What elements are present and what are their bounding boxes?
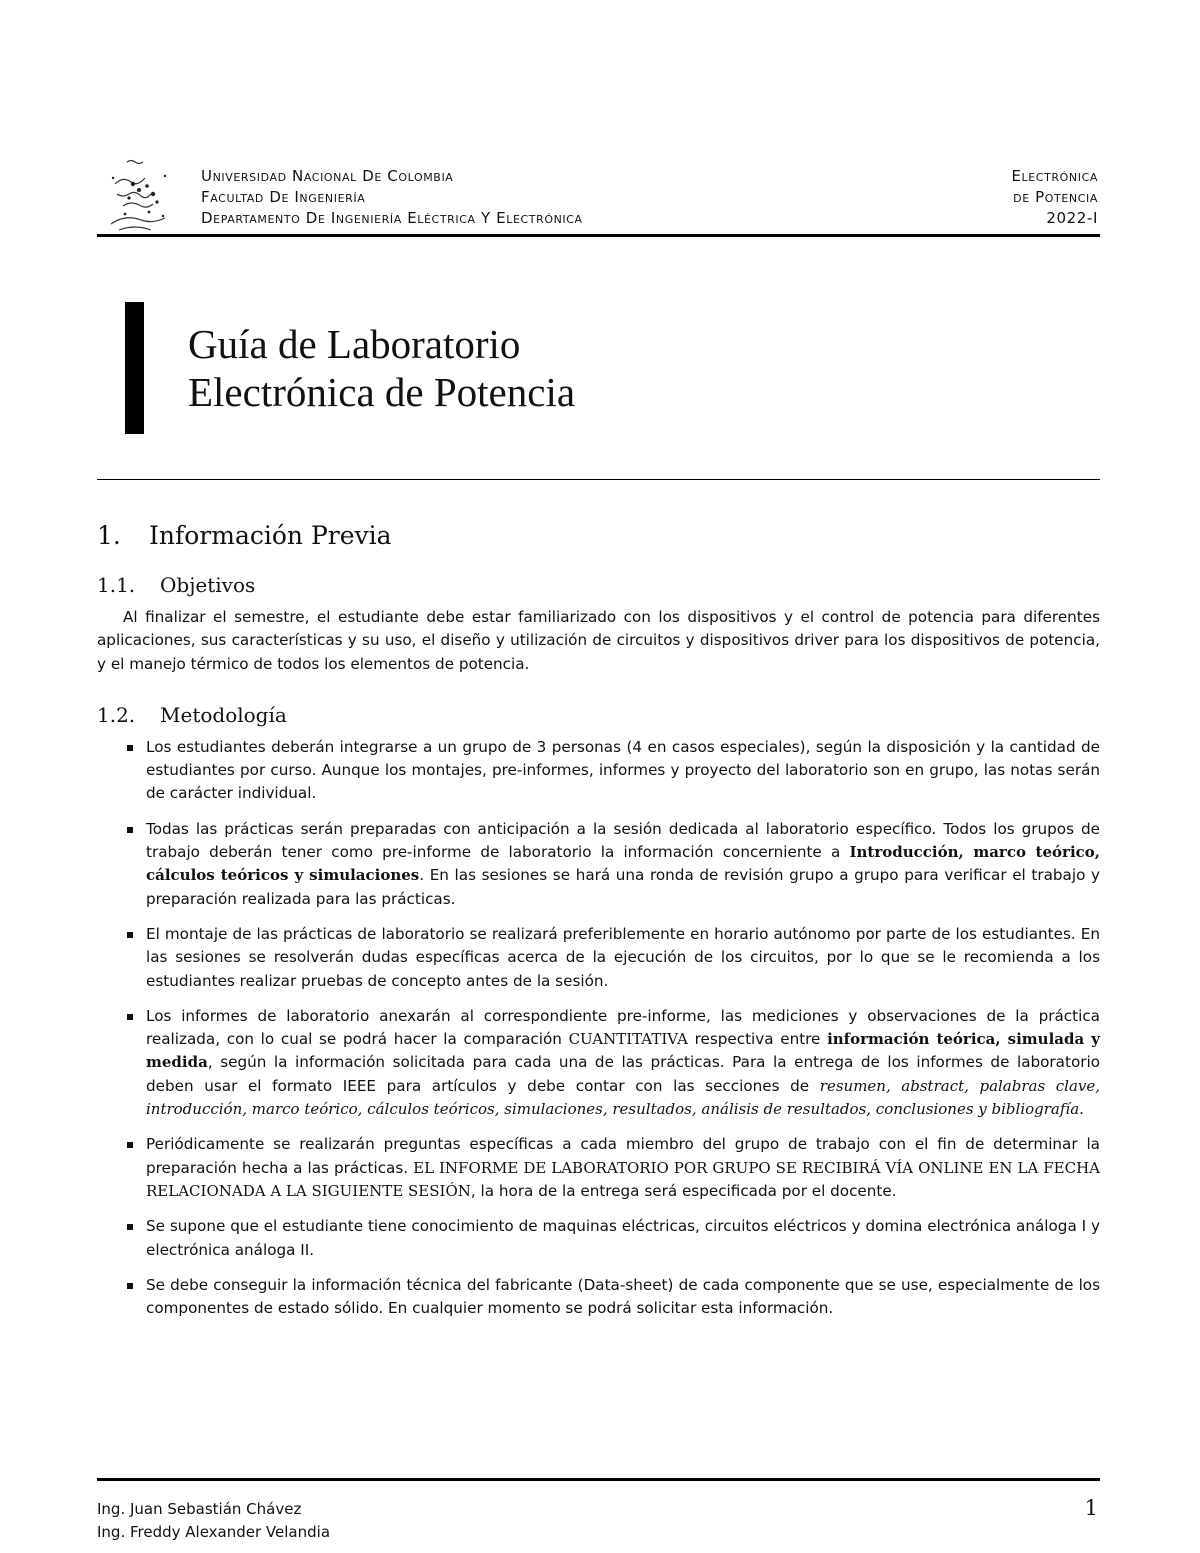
bullet-icon <box>127 1224 133 1230</box>
list-item-text: Los informes de laboratorio anexarán al correspondiente pre-informe, las mediciones y observaciones de la práctica realizada, con lo cual se podrá hacer la comparación <box>146 1006 1100 1049</box>
objectives-paragraph: Al finalizar el semestre, el estudiante debe estar familiarizado con los dispositivos y el control de potencia para diferentes aplicaciones, sus características y su uso, el diseño y utilización de circuitos y dispositivos driver para los dispositivos de potencia, y el manejo térmico de todos los elementos de potencia. <box>97 608 1100 673</box>
list-item-text: Todas las prácticas serán preparadas con anticipación a la sesión dedicada al laboratorio específico. Todos los grupos de trabajo deberán tener como pre-informe de laboratorio la información concerniente a <box>146 819 1100 862</box>
main-content <box>97 516 1100 1332</box>
title-rule <box>97 479 1100 480</box>
list-item <box>97 1274 1100 1321</box>
list-item-text: . <box>1079 1100 1084 1119</box>
title-accent-bar <box>125 302 144 434</box>
bullet-icon <box>127 745 133 751</box>
methodology-list <box>97 736 1100 1321</box>
title-line-2: Electrónica de Potencia <box>188 369 576 415</box>
list-item-text: Periódicamente se realizarán preguntas específicas a cada miembro del grupo de trabajo con el fin de determinar la preparación hecha a las prácticas. <box>146 1135 1100 1177</box>
list-item-text: Se debe conseguir la información técnica del fabricante (Data-sheet) de cada componente que se use, especialmente de los componentes de estado sólido. En cualquier momento se podrá solicitar esta información. <box>146 1275 1100 1318</box>
bullet-icon <box>127 1014 133 1020</box>
list-item <box>97 818 1100 911</box>
list-item-bold: información teórica, simulada y medida <box>146 1030 1100 1072</box>
page-number: 1 <box>1084 1496 1098 1520</box>
header-rule <box>97 234 1100 237</box>
list-item-text: Los estudiantes deberán integrarse a un grupo de 3 personas (4 en casos especiales), según la disposición y la cantidad de estudiantes por curso. Aunque los montajes, pre-informes, informes y proyecto del laboratorio son en grupo, las notas serán de carácter individual. <box>146 737 1100 803</box>
document-title <box>188 320 575 416</box>
list-item <box>97 736 1100 806</box>
list-item-text: . En las sesiones se hará una ronda de revisión grupo a grupo para verificar el trabajo y preparación realizada para las prácticas. <box>146 866 1100 908</box>
course-name-line1: Electrónica <box>1011 167 1098 185</box>
subsection-heading <box>97 700 1100 730</box>
title-line-1: Guía de Laboratorio <box>188 321 521 367</box>
list-item-caps: CUANTITATIVA <box>568 1030 688 1049</box>
institution-block <box>201 166 583 229</box>
list-item <box>97 1005 1100 1121</box>
bullet-icon <box>127 827 133 833</box>
section-title: Información Previa <box>149 521 392 550</box>
bullet-icon <box>127 932 133 938</box>
footer-authors <box>97 1498 330 1544</box>
section-heading <box>97 516 1100 556</box>
list-item-bold: Introducción, marco teórico, cálculos teóricos y simulaciones <box>146 843 1100 885</box>
page-header <box>97 152 1100 236</box>
university-name: Universidad Nacional De Colombia <box>201 167 454 185</box>
list-item-text: Se supone que el estudiante tiene conocimiento de maquinas eléctricas, circuitos eléctricos y domina electrónica análoga I y electrónica análoga II. <box>146 1217 1100 1259</box>
list-item-italic: resumen, abstract, palabras clave, introducción, marco teórico, cálculos teóricos, simulaciones, resultados, análisis de resultados, conclusiones y bibliografía <box>146 1076 1101 1119</box>
subsection-number: 1.1. <box>97 573 136 597</box>
author-name: Ing. Juan Sebastián Chávez <box>97 1500 302 1518</box>
bullet-icon <box>127 1283 133 1289</box>
subsection-heading <box>97 570 1100 600</box>
list-item-text: , según la información solicitada para cada una de las prácticas. Para la entrega de los informes de laboratorio deben usar el formato IEEE para artículos y debe contar con las secciones de <box>146 1053 1100 1095</box>
subsection-title: Metodología <box>160 702 287 727</box>
university-seal-icon <box>105 154 171 234</box>
list-item-text: , la hora de la entrega será especificada por el docente. <box>470 1181 897 1200</box>
list-item <box>97 923 1100 993</box>
section-number: 1. <box>97 521 121 550</box>
bullet-icon <box>127 1142 133 1148</box>
footer-rule <box>97 1478 1100 1481</box>
faculty-name: Facultad De Ingeniería <box>201 188 366 206</box>
list-item-text: El montaje de las prácticas de laboratorio se realizará preferiblemente en horario autónomo por parte de los estudiantes. En las sesiones se resolverán dudas específicas acerca de la ejecución de los circuitos, por lo que se le recomienda a los estudiantes realizar pruebas de concepto antes de la sesión. <box>146 924 1100 990</box>
list-item-text: respectiva entre <box>687 1030 828 1049</box>
semester: 2022-I <box>1046 209 1098 227</box>
subsection-title: Objetivos <box>160 573 256 597</box>
course-block <box>1011 166 1098 229</box>
subsection-number: 1.2. <box>97 702 136 727</box>
course-name-line2: de Potencia <box>1013 188 1098 206</box>
department-name: Departamento De Ingeniería Eléctrica Y Electrónica <box>201 209 583 227</box>
list-item <box>97 1133 1100 1203</box>
author-name: Ing. Freddy Alexander Velandia <box>97 1523 331 1541</box>
list-item-caps: EL INFORME DE LABORATORIO POR GRUPO SE RECIBIRÁ VÍA ONLINE EN LA FECHA RELACIONADA A LA SIGUIENTE SESIÓN <box>146 1158 1100 1200</box>
list-item <box>97 1215 1100 1262</box>
